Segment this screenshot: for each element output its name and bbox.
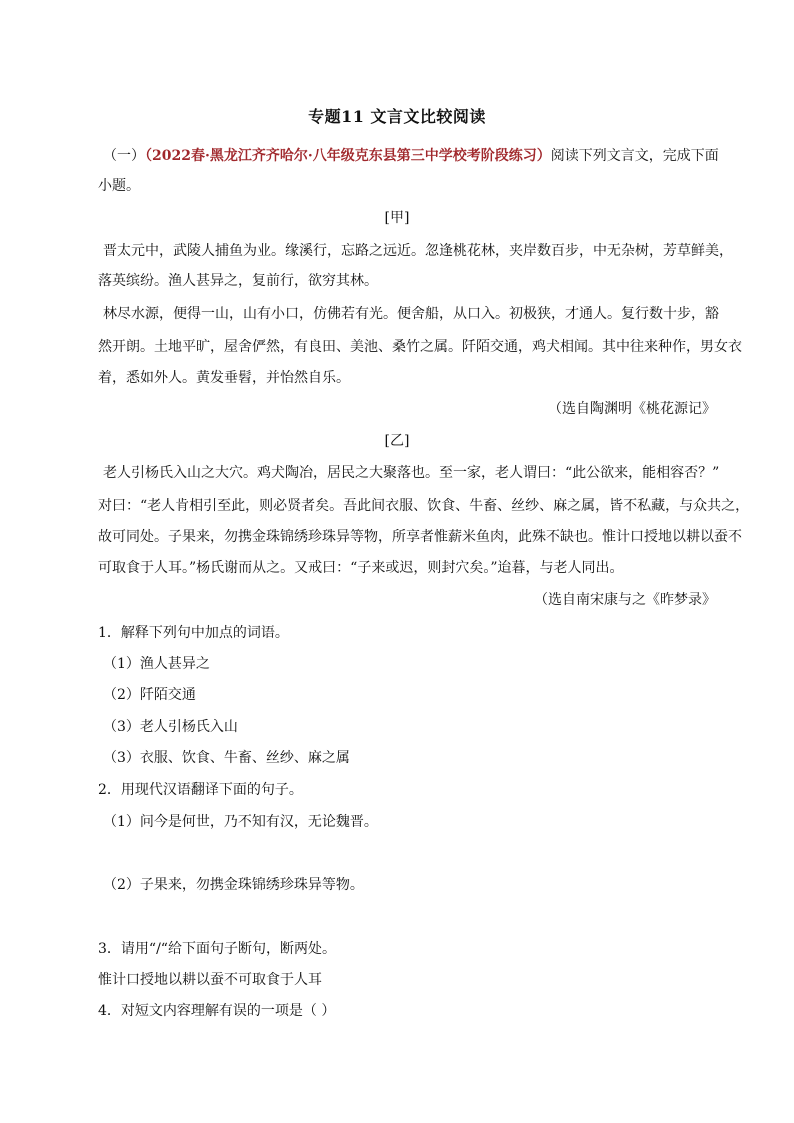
yi-line: 对曰：“老人肯相引至此，则必贤者矣。吾此间衣服、饮食、牛畜、丝纱、麻之属，皆不私藏，与众共之， <box>98 498 750 514</box>
question-1-item: （2）阡陌交通 <box>103 687 196 703</box>
question-2-item: （1）问今是何世，乃不知有汉，无论魏晋。 <box>103 814 378 830</box>
question-1: 1．解释下列句中加点的词语。 <box>98 625 289 641</box>
jia-line: 着，悉如外人。黄发垂髫，并怡然自乐。 <box>98 370 350 386</box>
yi-source: （选自南宋康与之《昨梦录》 <box>534 592 716 608</box>
question-2: 2．用现代汉语翻译下面的句子。 <box>98 782 303 798</box>
jia-heading: [甲] <box>384 210 410 226</box>
question-4: 4．对短文内容理解有误的一项是（ ） <box>98 1003 336 1019</box>
page-title: 专题11 文言文比较阅读 <box>308 107 486 126</box>
intro-line <box>103 146 723 166</box>
jia-line: 晋太元中，武陵人捕鱼为业。缘溪行，忘路之远近。忽逢桃花林，夹岸数百步，中无杂树，芳草鲜美， <box>103 243 733 259</box>
yi-line: 可取食于人耳。”杨氏谢而从之。又戒曰：“子来或迟，则封穴矣。”迨暮，与老人同出。 <box>98 560 624 576</box>
question-1-item: （3）老人引杨氏入山 <box>103 719 238 735</box>
yi-heading: [乙] <box>384 433 410 449</box>
yi-line: 老人引杨氏入山之大穴。鸡犬陶冶，居民之大聚落也。至一家，老人谓曰：“此公欲来，能相容否？” <box>103 465 720 481</box>
jia-line: 然开朗。土地平旷，屋舍俨然，有良田、美池、桑竹之属。阡陌交通，鸡犬相闻。其中往来种作，男女衣 <box>98 339 742 355</box>
yi-line: 故可同处。子果来，勿携金珠锦绣珍珠异等物，所享者惟薪米鱼肉，此殊不缺也。惟计口授地以耕以蚕不 <box>98 529 742 545</box>
jia-line: 林尽水源，便得一山，山有小口，仿佛若有光。便舍船，从口入。初极狭，才通人。复行数十步，豁 <box>103 306 719 322</box>
question-1-item: （3）衣服、饮食、牛畜、丝纱、麻之属 <box>103 750 350 766</box>
question-3-sentence: 惟计口授地以耕以蚕不可取食于人耳 <box>98 972 322 988</box>
question-2-item: （2）子果来，勿携金珠锦绣珍珠异等物。 <box>103 877 364 893</box>
intro-prefix: （一） <box>103 148 145 164</box>
intro-suffix: 阅读下列文言文，完成下面 <box>550 148 719 164</box>
jia-source: （选自陶渊明《桃花源记》 <box>548 401 716 417</box>
jia-line: 落英缤纷。渔人甚异之，复前行，欲穷其林。 <box>98 273 378 289</box>
question-1-item: （1）渔人甚异之 <box>103 656 210 672</box>
intro-source: （2022春·黑龙江齐齐哈尔·八年级克东县第三中学校考阶段练习） <box>145 148 551 164</box>
intro-line-2: 小题。 <box>98 178 140 194</box>
question-3: 3．请用“/“给下面句子断句，断两处。 <box>98 941 336 957</box>
